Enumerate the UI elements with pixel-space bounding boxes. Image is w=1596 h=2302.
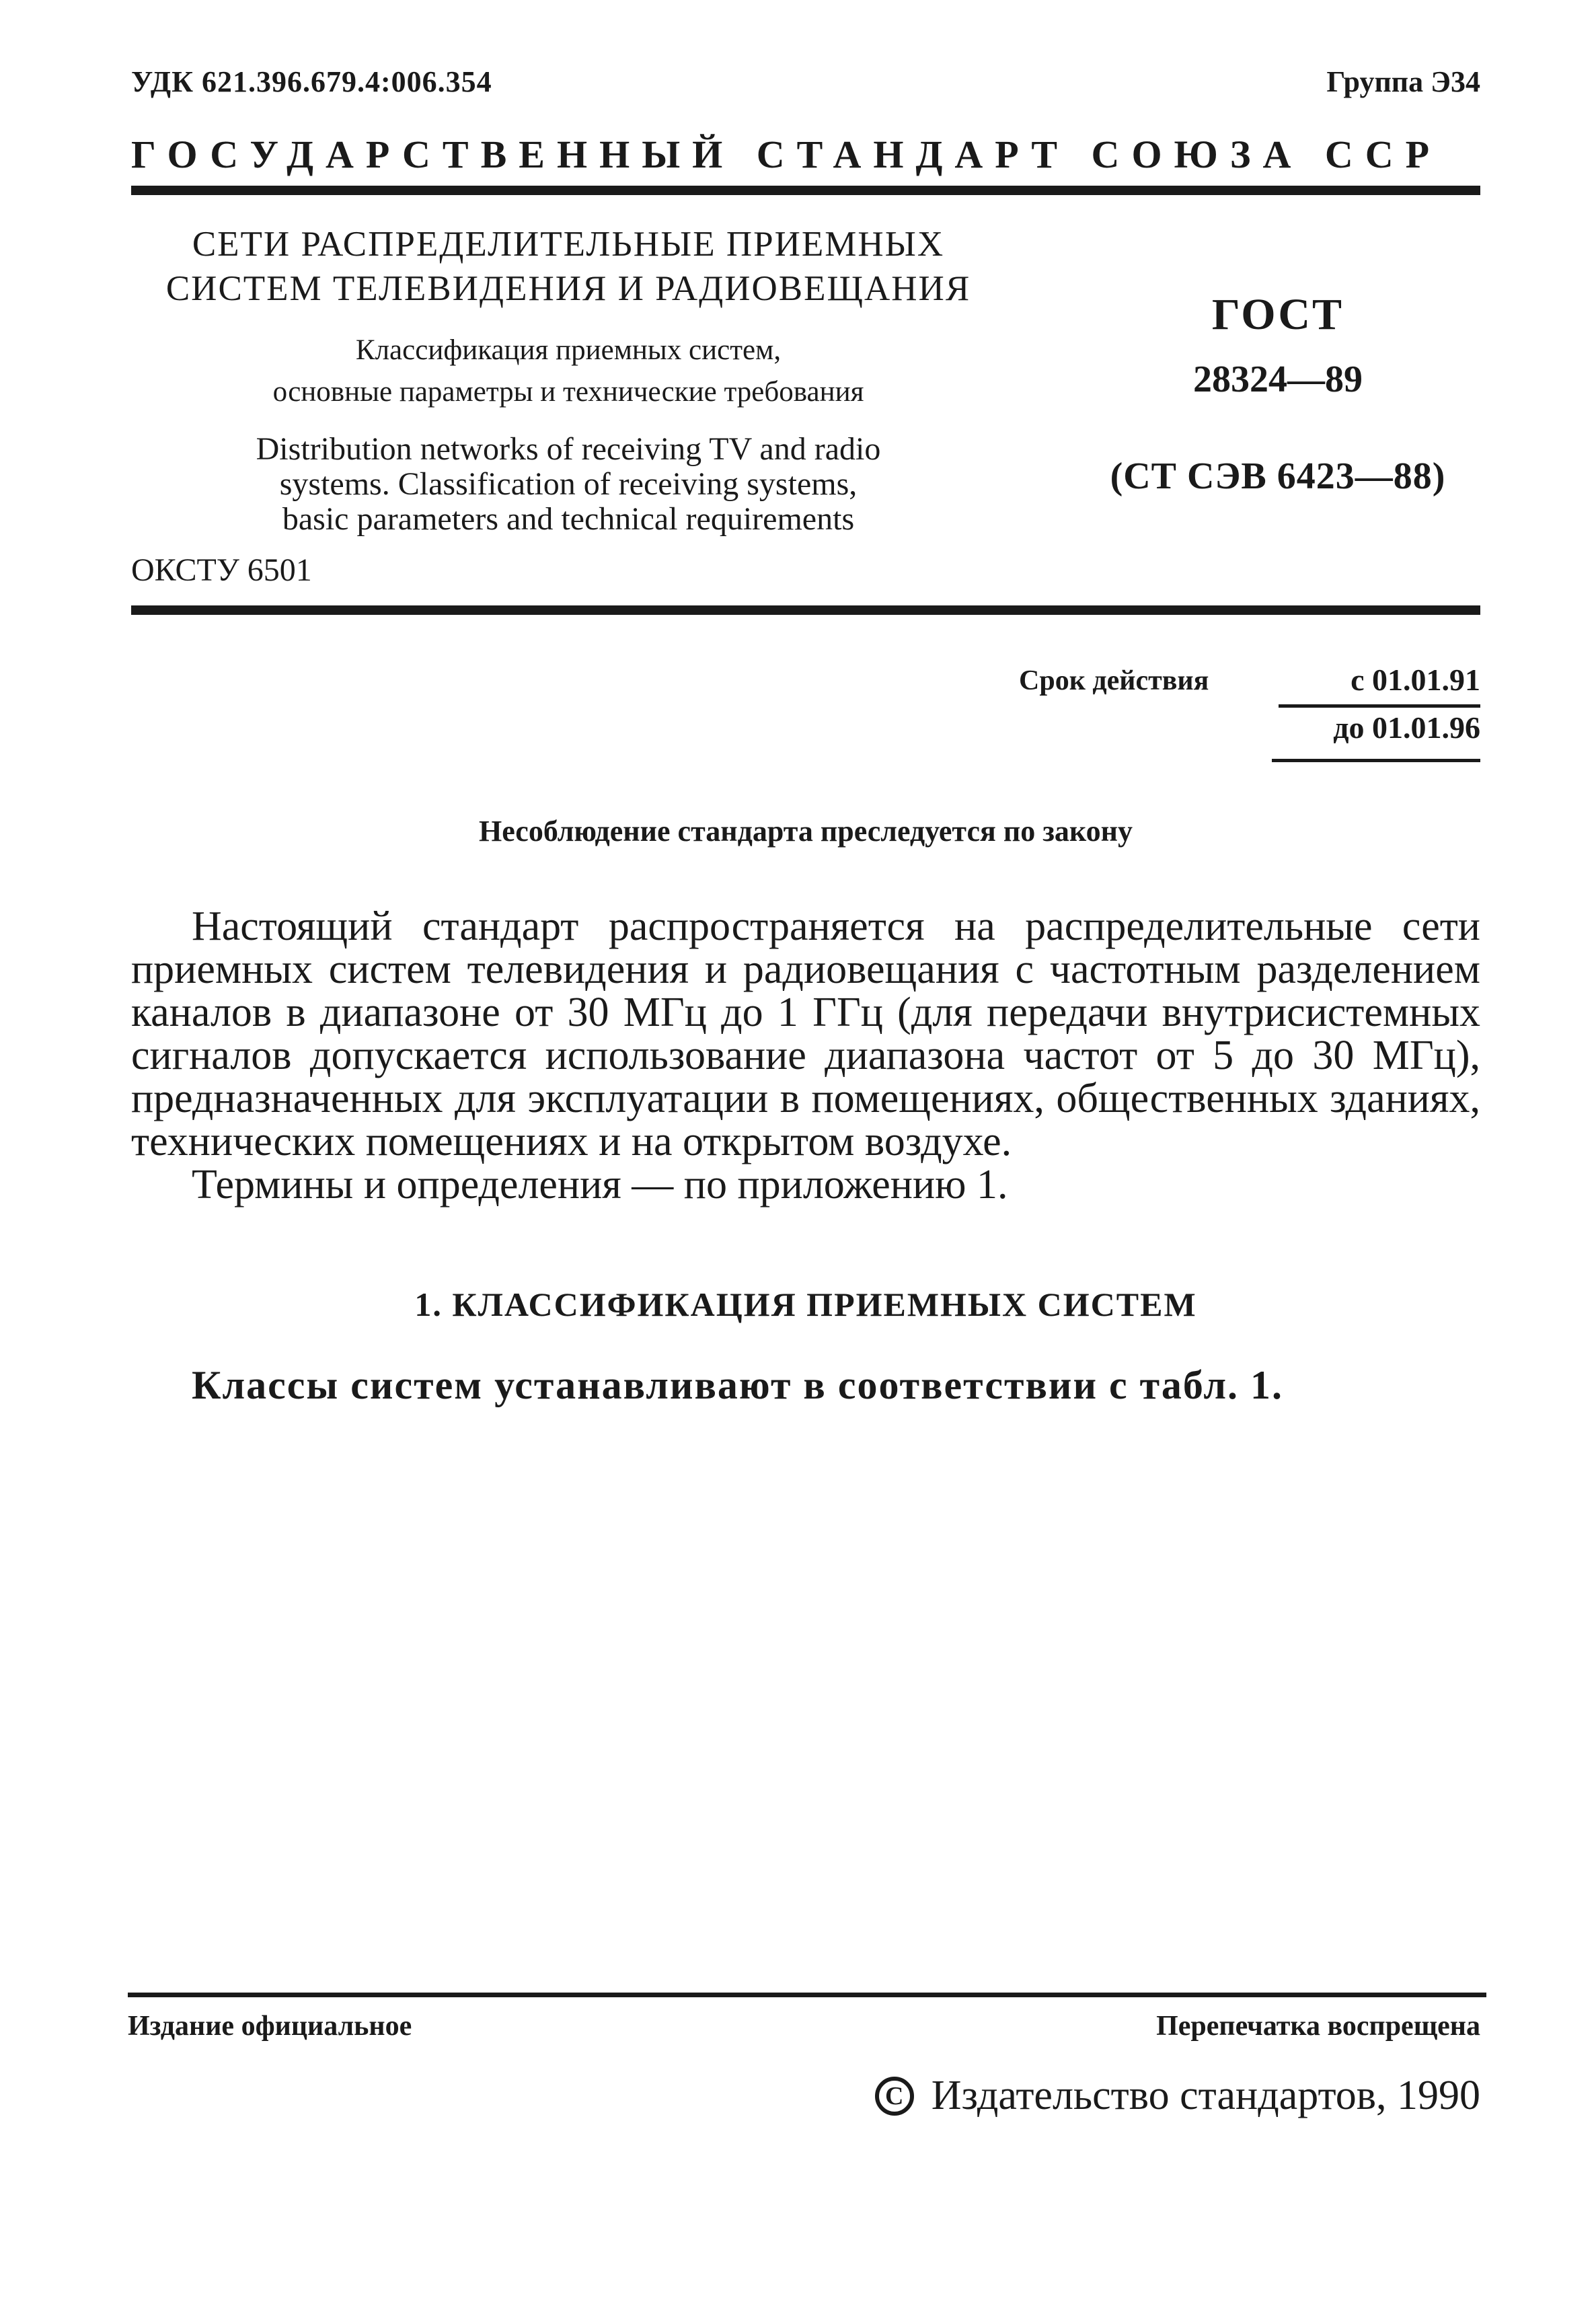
title-block xyxy=(131,222,1005,537)
title-ru-line-2: СИСТЕМ ТЕЛЕВИДЕНИЯ И РАДИОВЕЩАНИЯ xyxy=(165,269,971,308)
title-en xyxy=(131,432,1005,537)
edition-label: Издание официальное xyxy=(128,2011,412,2042)
scope-paragraph: Настоящий стандарт распространяется на распределительные сети приемных систем телевидения и радиовещания с частотным разделением каналов в диапазоне от 30 МГц до 1 ГГц (для передачи внутрисистемных сигналов допускается использование диапазона частот от 5 до 30 МГц), предназначенных для эксплуатации в помещениях, общественных зданиях, технических помещениях и на открытом воздухе. xyxy=(131,903,1480,1164)
validity-to: до 01.01.96 xyxy=(1333,710,1480,745)
title-bottom-rule xyxy=(131,605,1480,615)
subtitle-ru xyxy=(131,330,1005,413)
validity-underline xyxy=(1272,759,1480,762)
section-1-text: Классы систем устанавливают в соответствии с табл. 1. xyxy=(192,1363,1284,1407)
validity-label: Срок действия xyxy=(1019,665,1209,696)
terms-paragraph: Термины и определения — по приложению 1. xyxy=(192,1162,1008,1208)
copyright-text: Издательство стандартов, 1990 xyxy=(931,2073,1480,2118)
copyright-icon: C xyxy=(875,2077,914,2116)
title-ru-line-1: СЕТИ РАСПРЕДЕЛИТЕЛЬНЫЕ ПРИЕМНЫХ xyxy=(192,225,945,264)
title-en-line-2: systems. Classification of receiving systems, xyxy=(279,466,858,502)
header-rule xyxy=(131,186,1480,195)
subtitle-ru-line-2: основные параметры и технические требования xyxy=(272,376,864,408)
title-en-line-1: Distribution networks of receiving TV and radio xyxy=(256,431,881,467)
reprint-notice: Перепечатка воспрещена xyxy=(1156,2011,1480,2042)
okstu-code: ОКСТУ 6501 xyxy=(131,552,312,588)
copyright-line xyxy=(875,2072,1480,2120)
validity-divider xyxy=(1279,704,1480,708)
subtitle-ru-line-1: Классификация приемных систем, xyxy=(355,334,782,366)
sev-number: (СТ СЭВ 6423—88) xyxy=(1110,455,1446,497)
gost-number: 28324—89 xyxy=(1193,359,1363,400)
udk-code: УДК 621.396.679.4:006.354 xyxy=(131,65,492,98)
gost-label: ГОСТ xyxy=(1211,290,1344,339)
state-standard-heading: ГОСУДАРСТВЕННЫЙ СТАНДАРТ СОЮЗА ССР xyxy=(131,133,1442,176)
validity-from: с 01.01.91 xyxy=(1351,663,1480,697)
legal-notice: Несоблюдение стандарта преследуется по закону xyxy=(479,815,1133,848)
gost-block xyxy=(1076,289,1480,498)
section-1-heading: 1. КЛАССИФИКАЦИЯ ПРИЕМНЫХ СИСТЕМ xyxy=(414,1286,1197,1323)
group-code: Группа Э34 xyxy=(1326,65,1480,98)
footer-rule xyxy=(128,1993,1486,1997)
body-text xyxy=(131,905,1480,1206)
title-en-line-3: basic parameters and technical requirements xyxy=(282,501,855,537)
